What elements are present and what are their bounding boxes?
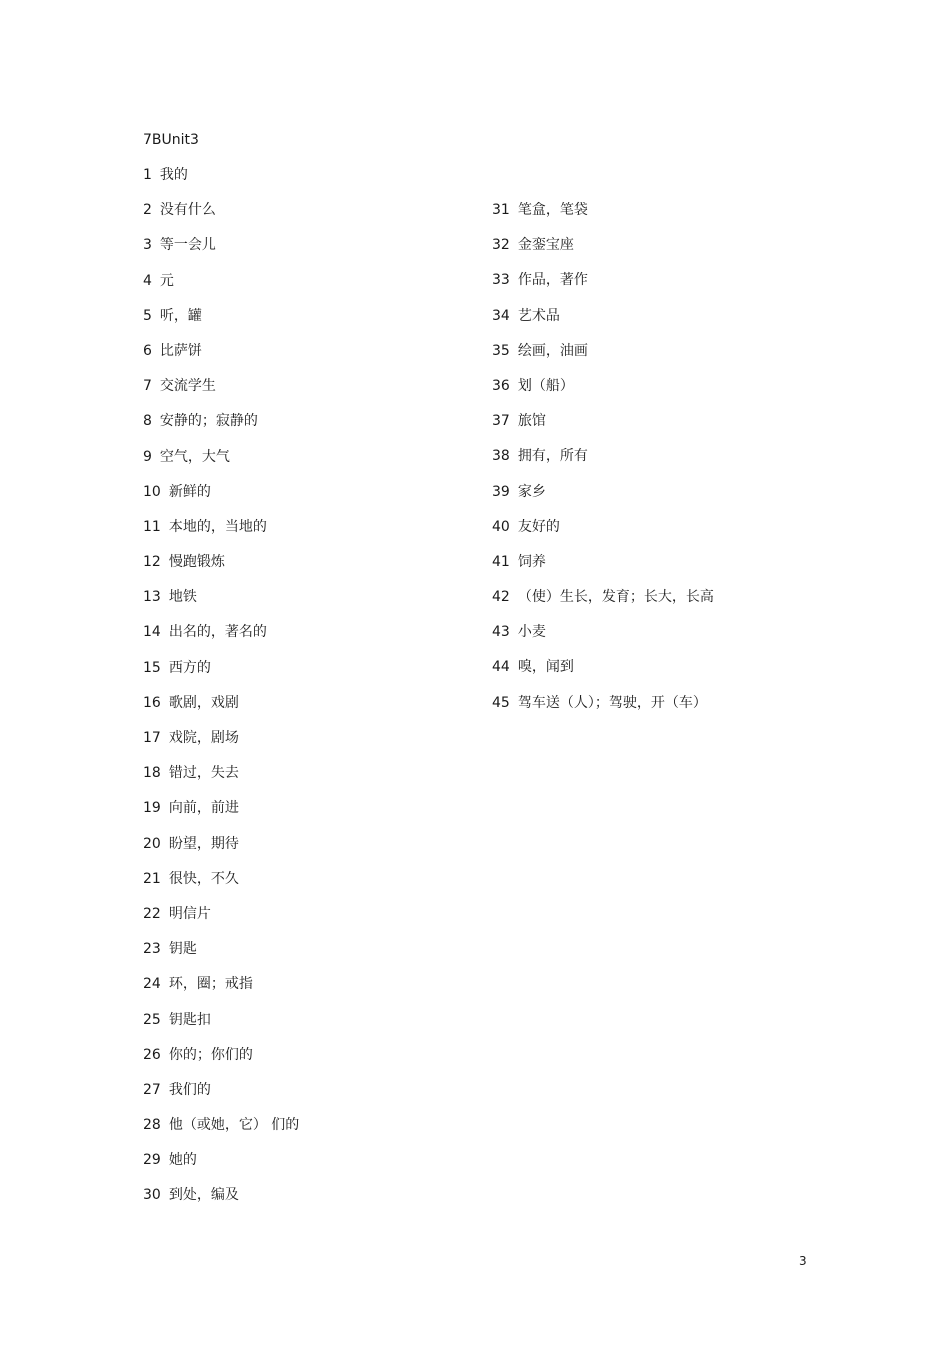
vocabulary-entry: [492, 482, 714, 517]
entry-meaning: 比萨饼: [159, 342, 202, 359]
vocabulary-entry: [143, 1010, 299, 1045]
entry-number: 45: [492, 694, 510, 711]
vocabulary-entry: [143, 798, 299, 833]
vocabulary-entry: [492, 411, 714, 446]
entry-number: 24: [143, 976, 161, 993]
entry-number: 4: [143, 272, 152, 289]
entry-meaning: 新鲜的: [168, 483, 211, 500]
entry-number: 5: [143, 307, 152, 324]
vocabulary-entry: [143, 376, 299, 411]
entry-meaning: 出名的，著名的: [168, 624, 267, 641]
vocabulary-entry: [143, 482, 299, 517]
entry-meaning: 饲养: [517, 553, 546, 570]
entry-number: 9: [143, 448, 152, 465]
entry-meaning: （使）生长，发育；长大，长高: [517, 589, 714, 606]
entry-number: 40: [492, 518, 510, 535]
entry-meaning: 我的: [159, 167, 188, 183]
entry-number: 12: [143, 554, 161, 571]
vocabulary-entry: [143, 974, 299, 1009]
page-title: 7BUnit3: [143, 132, 199, 148]
vocabulary-entry: [143, 235, 299, 270]
entry-number: 43: [492, 624, 510, 641]
vocabulary-entry: [143, 587, 299, 622]
entry-number: 28: [143, 1117, 161, 1134]
entry-meaning: 错过，失去: [168, 765, 239, 782]
vocabulary-entry: [143, 763, 299, 798]
entry-meaning: 戏院，剧场: [168, 730, 239, 746]
entry-meaning: 交流学生: [159, 378, 216, 395]
entry-meaning: 拥有，所有: [517, 448, 588, 465]
entry-meaning: 歌剧，戏剧: [168, 694, 239, 711]
vocabulary-entry: [492, 517, 714, 552]
entry-meaning: 金銮宝座: [517, 237, 574, 254]
entry-meaning: 等一会儿: [159, 237, 216, 254]
vocabulary-entry: [492, 587, 714, 622]
vocabulary-entry: [143, 939, 299, 974]
entry-meaning: 划（船）: [517, 377, 574, 394]
vocabulary-entry: [143, 411, 299, 446]
vocabulary-entry: [143, 447, 299, 482]
entry-number: 38: [492, 448, 510, 465]
entry-meaning: 他（或她，它） 们的: [168, 1117, 300, 1134]
entry-number: 36: [492, 377, 510, 394]
entry-number: 2: [143, 202, 152, 219]
entry-number: 39: [492, 483, 510, 500]
vocabulary-entry: [492, 657, 714, 692]
entry-meaning: 旅馆: [517, 413, 546, 430]
vocabulary-entry: [143, 904, 299, 939]
entry-meaning: 西方的: [168, 659, 211, 676]
entry-number: 13: [143, 589, 161, 606]
entry-meaning: 安静的；寂静的: [159, 413, 258, 430]
entry-number: 25: [143, 1011, 161, 1028]
entry-number: 30: [143, 1187, 161, 1204]
entry-meaning: 驾车送（人）；驾驶，开（车）: [517, 694, 707, 711]
entry-meaning: 她的: [168, 1152, 197, 1169]
vocabulary-entry: [143, 517, 299, 552]
vocabulary-entry: [143, 200, 299, 235]
entry-meaning: 本地的，当地的: [168, 518, 267, 535]
entry-number: 35: [492, 342, 510, 359]
entry-number: 1: [143, 167, 152, 183]
entry-number: 14: [143, 624, 161, 641]
entry-meaning: 盼望，期待: [168, 835, 239, 852]
entry-meaning: 没有什么: [159, 202, 216, 219]
vocabulary-entry: [143, 271, 299, 306]
entry-meaning: 嗅，闻到: [517, 659, 574, 676]
entry-meaning: 环，圈；戒指: [168, 976, 253, 993]
entry-meaning: 听，罐: [159, 307, 202, 324]
vocabulary-entry: [143, 834, 299, 869]
entry-number: 17: [143, 730, 161, 746]
entry-meaning: 慢跑锻炼: [168, 554, 225, 571]
vocabulary-entry: [143, 552, 299, 587]
entry-meaning: 空气，大气: [159, 448, 230, 465]
entry-number: 44: [492, 659, 510, 676]
entry-number: 31: [492, 202, 510, 218]
entry-number: 26: [143, 1046, 161, 1063]
vocabulary-entry: [143, 165, 299, 200]
vocabulary-entry: [143, 1185, 299, 1220]
entry-number: 7: [143, 378, 152, 395]
vocabulary-entry: [143, 1080, 299, 1115]
entry-number: 6: [143, 342, 152, 359]
entry-number: 21: [143, 870, 161, 887]
entry-number: 37: [492, 413, 510, 430]
vocabulary-entry: [143, 341, 299, 376]
entry-number: 42: [492, 589, 510, 606]
vocabulary-entry: [492, 235, 714, 270]
vocabulary-entry: [492, 622, 714, 657]
entry-meaning: 作品，著作: [517, 272, 588, 289]
page-number: 3: [799, 1254, 807, 1268]
vocabulary-entry: [143, 869, 299, 904]
vocabulary-entry: [492, 446, 714, 481]
vocabulary-entry: [143, 658, 299, 693]
entry-number: 33: [492, 272, 510, 289]
vocabulary-list-right: [492, 200, 714, 728]
vocabulary-entry: [143, 1115, 299, 1150]
entry-number: 10: [143, 483, 161, 500]
entry-number: 41: [492, 553, 510, 570]
entry-number: 23: [143, 941, 161, 958]
entry-number: 11: [143, 518, 161, 535]
entry-meaning: 绘画，油画: [517, 342, 588, 359]
entry-number: 19: [143, 800, 161, 817]
entry-meaning: 钥匙扣: [168, 1011, 211, 1028]
vocabulary-entry: [143, 306, 299, 341]
entry-meaning: 笔盒，笔袋: [517, 202, 588, 218]
entry-meaning: 很快，不久: [168, 870, 239, 887]
entry-number: 15: [143, 659, 161, 676]
entry-number: 8: [143, 413, 152, 430]
vocabulary-entry: [492, 270, 714, 305]
entry-number: 16: [143, 694, 161, 711]
entry-meaning: 明信片: [168, 905, 211, 922]
vocabulary-entry: [492, 693, 714, 728]
entry-number: 29: [143, 1152, 161, 1169]
entry-meaning: 钥匙: [168, 941, 197, 958]
entry-number: 18: [143, 765, 161, 782]
entry-meaning: 元: [159, 272, 174, 289]
entry-number: 20: [143, 835, 161, 852]
entry-meaning: 小麦: [517, 624, 546, 641]
entry-number: 22: [143, 905, 161, 922]
entry-number: 27: [143, 1081, 161, 1098]
vocabulary-entry: [492, 341, 714, 376]
vocabulary-entry: [492, 306, 714, 341]
entry-meaning: 你的；你们的: [168, 1046, 253, 1063]
vocabulary-entry: [143, 693, 299, 728]
vocabulary-entry: [143, 1150, 299, 1185]
vocabulary-entry: [143, 622, 299, 657]
entry-meaning: 到处，编及: [168, 1187, 239, 1204]
entry-meaning: 地铁: [168, 589, 197, 606]
vocabulary-entry: [492, 200, 714, 235]
vocabulary-list-left: [143, 165, 299, 1221]
entry-meaning: 向前，前进: [168, 800, 239, 817]
entry-meaning: 友好的: [517, 518, 560, 535]
vocabulary-entry: [143, 1045, 299, 1080]
entry-meaning: 家乡: [517, 483, 546, 500]
vocabulary-entry: [143, 728, 299, 763]
vocabulary-entry: [492, 376, 714, 411]
entry-number: 34: [492, 307, 510, 324]
entry-meaning: 我们的: [168, 1081, 211, 1098]
entry-meaning: 艺术品: [517, 307, 560, 324]
vocabulary-entry: [492, 552, 714, 587]
entry-number: 3: [143, 237, 152, 254]
entry-number: 32: [492, 237, 510, 254]
